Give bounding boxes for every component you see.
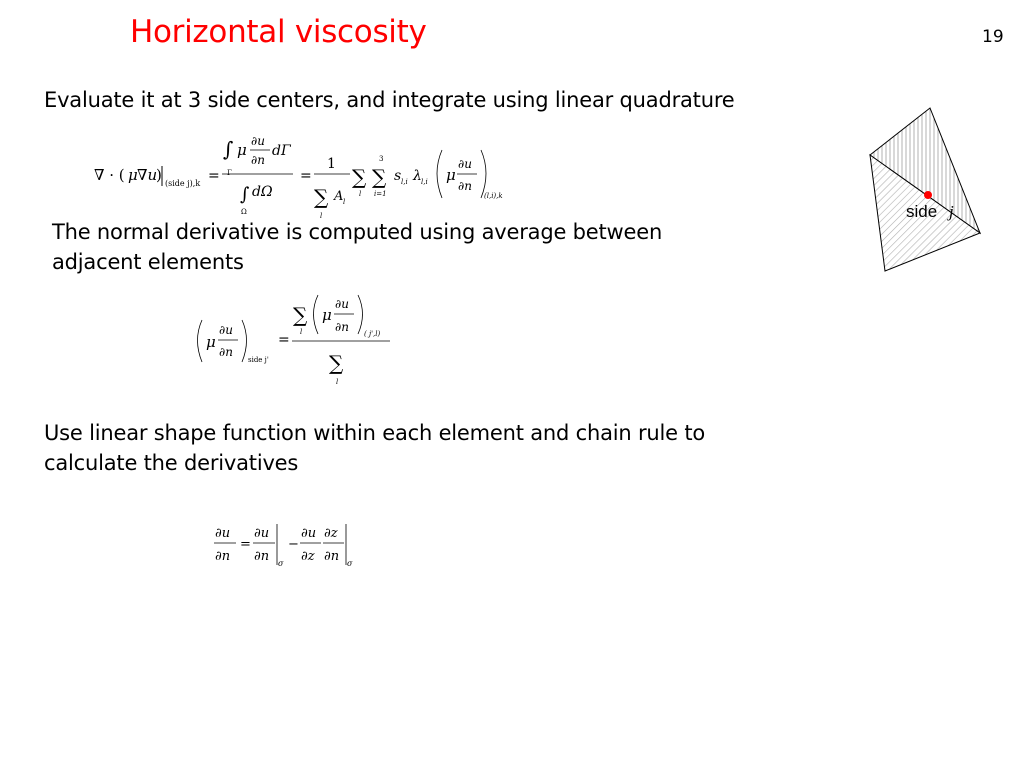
eq3-partial-z-2: ∂z	[324, 526, 338, 541]
eq1-sum-denom-l: l	[320, 212, 323, 220]
side-index-label: j	[949, 202, 954, 221]
eq1-mu-3: μ	[446, 166, 456, 184]
eq1-partial-u-2: ∂u	[458, 157, 472, 171]
eq3-partial-z-1: ∂z	[301, 549, 315, 564]
text-shape-function	[44, 418, 705, 478]
eq1-sum-denom: ∑	[314, 185, 329, 209]
eq2-mu: μ	[206, 333, 216, 351]
eq2-sum-top: ∑	[293, 303, 308, 327]
equation-chain-rule	[210, 518, 370, 573]
eq1-gamma-sub: Γ	[227, 169, 232, 177]
eq2-sum-bottom-l: l	[336, 378, 339, 386]
eq1-one: 1	[327, 156, 336, 172]
eq1-equals-2: =	[300, 168, 312, 184]
eq1-sum-l: ∑	[352, 165, 367, 189]
text-line: Use linear shape function within each element and chain rule to	[44, 421, 706, 445]
eq3-partial-u-2: ∂u	[301, 526, 317, 541]
eq1-s: s	[394, 168, 402, 184]
eq3-partial-n-1: ∂n	[254, 549, 270, 564]
eq3-minus: −	[288, 537, 299, 552]
eq2-sum-top-l: l	[300, 328, 303, 336]
element-diagram	[860, 100, 990, 278]
eq2-partial-u-2: ∂u	[335, 297, 349, 311]
eq1-sum-i-lower: i=1	[374, 190, 387, 198]
eq3-partial-n-lhs: ∂n	[215, 549, 231, 564]
equation-viscosity-integral	[90, 128, 520, 220]
eq1-sum-l-sub: l	[359, 190, 362, 198]
eq2-equals: =	[278, 332, 290, 348]
text-line: adjacent elements	[52, 250, 244, 274]
eq2-mu-2: μ	[322, 306, 332, 324]
eq1-partial-n: ∂n	[251, 153, 265, 167]
eq1-d-omega: dΩ	[252, 184, 273, 200]
page-number: 19	[982, 27, 1004, 47]
text-normal-derivative	[52, 217, 662, 277]
eq1-sum-i: ∑	[372, 165, 387, 189]
eq1-partial-u: ∂u	[251, 134, 265, 148]
side-center-point	[924, 191, 932, 199]
eq1-mu: μ	[128, 166, 138, 184]
eq1-d-gamma: dΓ	[272, 143, 291, 159]
eq1-close-paren: )	[156, 166, 162, 184]
eq1-sum-i-upper: 3	[379, 155, 384, 163]
eq3-sigma-2: σ	[347, 559, 353, 568]
eq1-equals-1: =	[208, 168, 220, 184]
eq3-partial-n-2: ∂n	[324, 549, 340, 564]
eq3-equals: =	[240, 537, 251, 552]
text-evaluate: Evaluate it at 3 side centers, and integrate using linear quadrature	[44, 88, 735, 112]
eq1-nabla-u: ∇u	[137, 166, 158, 184]
eq1-lambda-sub: l,i	[421, 178, 428, 186]
eq1-integral-bottom: ∫	[240, 184, 250, 205]
eq2-sum-bottom: ∑	[329, 351, 344, 375]
eq2-partial-u: ∂u	[219, 323, 233, 337]
eq1-partial-n-2: ∂n	[458, 179, 472, 193]
eq1-nabla-dot: ∇ · (	[94, 166, 125, 184]
eq1-lambda: λ	[413, 168, 422, 184]
eq1-mu-2: μ	[237, 141, 247, 159]
eq1-final-sub: (l,i),k	[484, 192, 503, 200]
equation-normal-derivative-average	[192, 290, 402, 390]
slide-title: Horizontal viscosity	[130, 14, 427, 50]
eq1-A: A	[334, 189, 344, 204]
eq3-sigma-1: σ	[278, 559, 284, 568]
eq1-A-sub-l: l	[343, 198, 346, 206]
text-line: calculate the derivatives	[44, 451, 299, 475]
eq3-partial-u-lhs: ∂u	[215, 526, 231, 541]
text-line: The normal derivative is computed using average between	[52, 220, 663, 244]
eq1-s-sub: l,i	[401, 178, 408, 186]
eq2-partial-n-2: ∂n	[335, 320, 349, 334]
eq3-partial-u-1: ∂u	[254, 526, 270, 541]
eq2-partial-n: ∂n	[219, 345, 233, 359]
eq1-integral-top: ∫	[223, 137, 234, 161]
side-label: side	[906, 202, 938, 221]
eq2-side-sub: side j'	[248, 356, 269, 364]
eq2-sub-jl: ( j',l)	[364, 330, 381, 338]
eq1-eval-subscript: (side j),k	[165, 179, 201, 188]
eq1-omega-sub: Ω	[241, 208, 247, 216]
